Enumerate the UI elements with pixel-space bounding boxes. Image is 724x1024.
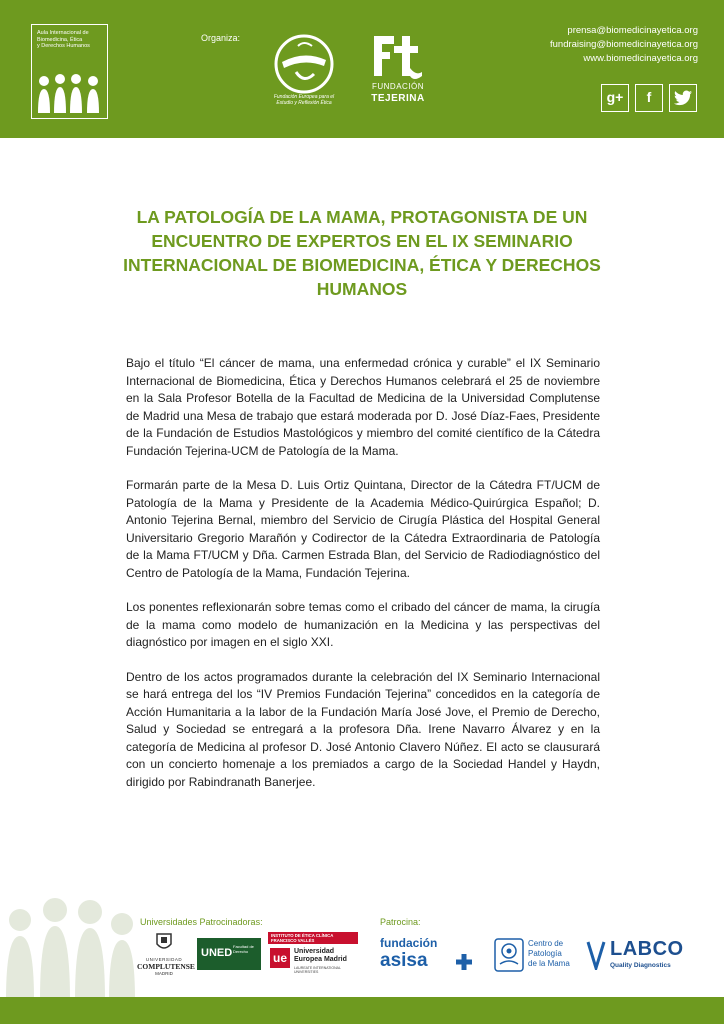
ft-monogram-icon (368, 32, 428, 80)
complutense-logo[interactable]: UNIVERSIDAD COMPLUTENSE MADRID (137, 932, 191, 976)
press-email-link[interactable]: prensa@biomedicinayetica.org (567, 25, 698, 36)
universidades-label: Universidades Patrocinadoras: (140, 917, 263, 927)
header-bar (0, 0, 724, 138)
article-body (126, 355, 600, 808)
centro-patologia-logo[interactable]: Centro de Patología de la Mama (494, 938, 578, 982)
universidad-europea-logo[interactable]: INSTITUTO DE ÉTICA CLÍNICA FRANCISCO VALLÉS ue Universidad Europea Madrid LAUREATE INTERNATIONAL UNIVERSITIES (268, 932, 358, 976)
fundacion-tejerina-logo[interactable] (368, 32, 428, 112)
google-plus-icon[interactable]: g+ (601, 84, 629, 112)
paragraph-awards: Dentro de los actos programados durante la celebración del IX Seminario Internacional se hará entrega del los “IV Premios Fundación Tejerina” concedidos en la categoría de Acción Humanitaria a la labor de la Fundación María José Jove, el Premio de Derecho, Salud y Sociedad se entregará a la profesora Dña. Irene Navarro Álvarez y en la categoría de Medicina al profesor D. José Antonio Clavero Núñez. El acto se clausurará con un concierto homenaje a los premiados a cargo de la Sociedad Handel y Haydn, dirigido por Rabindranath Banerjee. (126, 669, 600, 789)
labco-logo[interactable]: LABCO Quality Diagnostics (586, 940, 696, 984)
plus-cross-icon (456, 954, 472, 970)
decorative-figures-watermark (0, 880, 135, 1000)
ucm-crest-icon (137, 932, 191, 952)
aula-logo-text: Aula Internacional de Biomedicina, Ética y Derechos Humanos (37, 30, 90, 49)
labco-v-icon (586, 940, 606, 970)
febe-logo[interactable] (266, 32, 342, 114)
twitter-icon[interactable] (669, 84, 697, 112)
aula-internacional-logo[interactable] (31, 24, 108, 119)
paragraph-intro: Bajo el título “El cáncer de mama, una enfermedad crónica y curable” el IX Seminario Internacional de Biomedicina, Ética y Derechos Humanos celebrará el 25 de noviembre en la Sala Profesor Botella de la Facultad de Medicina de la Universidad Complutense de Madrid una Mesa de trabajo que estará moderada por D. José Díaz-Faes, Presidente de la Fundación de Estudios Mastológicos y miembro del comité científico de la Cátedra Fundación Tejerina-UCM de Patología de la Mama. (126, 356, 600, 458)
footer-bar (0, 997, 724, 1024)
ft-line2: TEJERINA (371, 93, 425, 104)
febe-emblem-icon (266, 32, 342, 94)
patrocina-label: Patrocina: (380, 917, 421, 927)
centro-emblem-icon (494, 938, 524, 972)
ue-icon: ue (270, 948, 290, 968)
fundacion-asisa-logo[interactable]: fundación asisa (380, 937, 480, 981)
facebook-icon[interactable]: f (635, 84, 663, 112)
website-link[interactable]: www.biomedicinayetica.org (583, 53, 698, 64)
organiza-label: Organiza: (201, 33, 241, 43)
page-title: LA PATOLOGÍA DE LA MAMA, PROTAGONISTA DE UN ENCUENTRO DE EXPERTOS EN EL IX SEMINARIO INTERNACIONAL DE BIOMEDICINA, ÉTICA Y DERECHOS HUMANOS (123, 207, 601, 299)
paragraph-topics: Los ponentes reflexionarán sobre temas como el cribado del cáncer de mama, la cirugía de la mama como modelo de humanización en la Medicina y las perspectivas del diagnóstico por imagen en el siglo XXI. (126, 600, 600, 649)
febe-caption: Fundación Europea para el Estudio y Reflexión Ética (273, 94, 335, 106)
people-figures-icon (36, 73, 104, 113)
twitter-bird-icon (674, 90, 692, 106)
paragraph-panel: Formarán parte de la Mesa D. Luis Ortiz Quintana, Director de la Cátedra FT/UCM de Patología de la Mama y Presidente de la Academia Médico-Quirúrgica Español; D. Antonio Tejerina Bernal, miembro del Servicio de Cirugía Plástica del Hospital General Universitario Gregorio Marañón y Codirector de la Cátedra Extraordinaria de Patología de la Mama FT/UCM y Dña. Carmen Estrada Blan, del Servicio de Radiodiagnóstico del Centro de Patología de la Mama, Fundación Tejerina. (126, 478, 600, 580)
fundraising-email-link[interactable]: fundraising@biomedicinayetica.org (549, 39, 698, 50)
ft-line1: FUNDACIÓN (371, 82, 425, 91)
uned-logo[interactable]: UNED Facultad de Derecho (197, 938, 261, 970)
contact-block (550, 24, 698, 66)
